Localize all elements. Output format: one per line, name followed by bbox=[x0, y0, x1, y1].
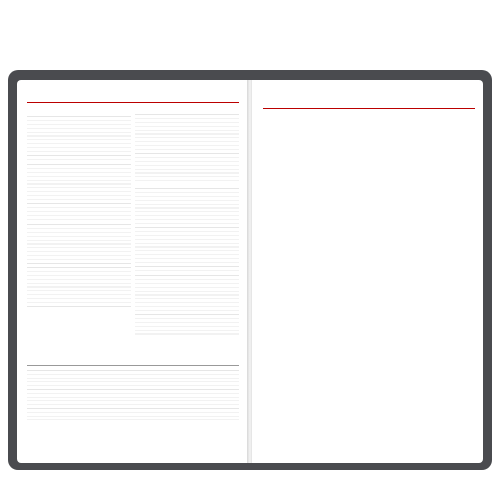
nutrition-table-right bbox=[135, 112, 239, 335]
dairy-rows bbox=[27, 265, 131, 309]
right-page bbox=[252, 80, 483, 463]
activities-rows bbox=[27, 368, 239, 420]
vegetables-rows bbox=[27, 114, 131, 161]
regions-subtitle bbox=[263, 107, 475, 109]
nutrition-title bbox=[27, 101, 239, 103]
meat-rows bbox=[27, 162, 131, 220]
misc-rows bbox=[135, 112, 239, 184]
nutrition-table-left bbox=[27, 112, 131, 309]
fruit-rows bbox=[135, 186, 239, 272]
left-page bbox=[17, 80, 248, 463]
activities-table bbox=[27, 365, 239, 420]
fish-rows bbox=[27, 222, 131, 264]
sweets-rows bbox=[135, 273, 239, 335]
